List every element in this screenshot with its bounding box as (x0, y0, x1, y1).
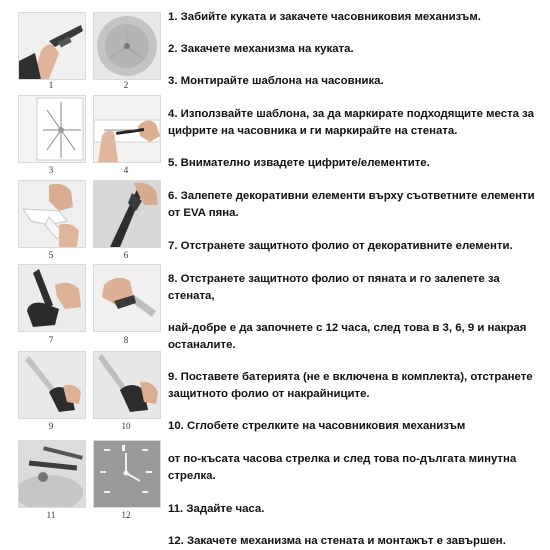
photo-number: 9 (48, 421, 54, 431)
step-8-text: 8. Отстранете защитното фолио от пяната и го залепете за стената, (168, 273, 500, 302)
photo-number: 7 (48, 335, 54, 345)
step-10-continued-text: от по-късата часова стрелка и след това по-дългата минутна стрелка. (168, 453, 517, 482)
instruction-photo-5 (18, 180, 86, 248)
instruction-photo-9 (18, 351, 86, 419)
step-7-text: 7. Отстранете защитното фолио от декоративните елементи. (168, 240, 513, 252)
step-8-continued-text: най-добре е да започнете с 12 часа, след това в 3, 6, 9 и накрая останалите. (168, 322, 527, 351)
instruction-photo-6 (93, 180, 161, 248)
step-5-text: 5. Внимателно извадете цифрите/елементите. (168, 157, 430, 169)
step-3-text: 3. Монтирайте шаблона на часовника. (168, 75, 384, 87)
photo-number: 11 (46, 510, 56, 520)
instruction-photo-2 (93, 12, 161, 80)
instruction-photo-4 (93, 95, 161, 163)
instruction-photo-3 (18, 95, 86, 163)
instruction-photo-11 (18, 440, 86, 508)
instruction-photo-1 (18, 12, 86, 80)
photo-number: 5 (48, 250, 54, 260)
photo-number: 6 (123, 250, 129, 260)
instruction-photo-12 (93, 440, 161, 508)
photo-number: 2 (123, 80, 129, 90)
step-6-text: 6. Залепете декоративни елементи върху съответните елементи от EVA пяна. (168, 190, 535, 219)
step-12-text: 12. Закачете механизма на стената и монтажът е завършен. (168, 535, 506, 547)
step-11-text: 11. Задайте часа. (168, 503, 265, 515)
step-2-text: 2. Закачете механизма на куката. (168, 43, 354, 55)
photo-number: 4 (123, 165, 129, 175)
photo-number: 8 (123, 335, 129, 345)
instruction-photo-10 (93, 351, 161, 419)
step-4-text: 4. Използвайте шаблона, за да маркирате подходящите места за цифрите на часовника и ги маркирайте на стената. (168, 108, 535, 137)
instruction-photo-8 (93, 264, 161, 332)
photo-number: 10 (121, 421, 131, 431)
step-10-text: 10. Сглобете стрелките на часовниковия механизъм (168, 420, 466, 432)
photo-number: 3 (48, 165, 54, 175)
photo-number: 12 (121, 510, 131, 520)
instruction-photo-7 (18, 264, 86, 332)
step-9-text: 9. Поставете батерията (не е включена в комплекта), отстранете защитното фолио от накрайниците. (168, 371, 533, 400)
step-1-text: 1. Забийте куката и закачете часовниковия механизъм. (168, 11, 481, 23)
photo-number: 1 (48, 80, 54, 90)
